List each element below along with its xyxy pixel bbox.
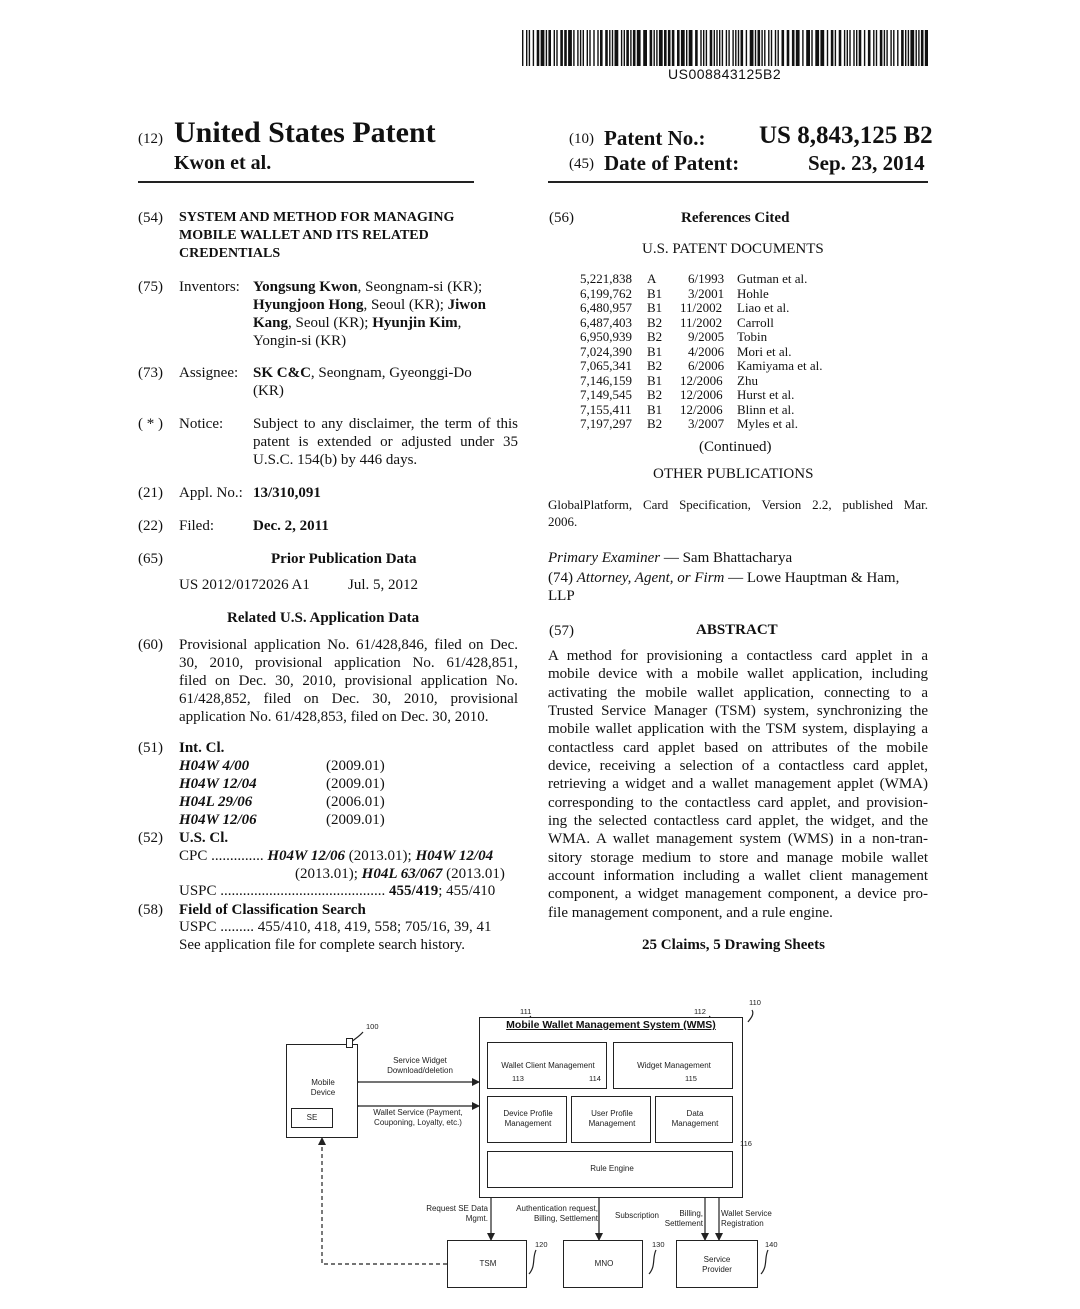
- abstract-line: mobile device with a mobile wallet application, including: [548, 666, 928, 683]
- code-75: (75): [138, 279, 163, 295]
- ref-kind: B2: [647, 314, 663, 330]
- notice-line: Subject to any disclaimer, the term of this: [253, 416, 518, 432]
- device-profile-label: Device Profile Management: [503, 1109, 553, 1128]
- provisional-line: filed on Dec. 30, 2010, provisional application No.: [179, 673, 518, 689]
- ref-kind: B2: [647, 358, 663, 373]
- related-heading: Related U.S. Application Data: [227, 610, 420, 626]
- notice-label: Notice:: [179, 416, 224, 432]
- ref-name: Hohle: [737, 285, 769, 301]
- tsm-se-dashed-link: [322, 1138, 447, 1264]
- provisional-line: application No. 61/428,853, filed on Dec. 30, 2010.: [179, 709, 489, 725]
- field-uspc: USPC ......... 455/410, 418, 419, 558; 705/16, 39, 41: [179, 919, 492, 935]
- cpc-year: (2013.01);: [295, 866, 358, 882]
- ref-date: 9/2005: [688, 329, 725, 344]
- ref-no: 7,155,411: [580, 401, 632, 417]
- wallet-client-label: Wallet Client Management: [501, 1061, 595, 1070]
- abstract-line: ing the selected contactless card applet, the widget, and the: [548, 813, 928, 830]
- inventor-location: Yongin-si (KR): [253, 333, 347, 349]
- filed-label: Filed:: [179, 518, 215, 534]
- wallet-service-reg-label: Wallet Service Registration: [721, 1209, 772, 1228]
- filed-date: Dec. 2, 2011: [253, 518, 329, 534]
- ref-113: 113: [512, 1074, 524, 1083]
- prior-pub-date: Jul. 5, 2012: [348, 577, 419, 593]
- ref-date: 12/2006: [680, 387, 723, 402]
- abstract-heading: ABSTRACT: [696, 622, 778, 638]
- uscl-label: U.S. Cl.: [179, 830, 229, 846]
- ref-kind: B2: [647, 416, 663, 431]
- ref-name: Liao et al.: [737, 300, 790, 315]
- ref-date: 4/2006: [688, 343, 725, 359]
- us-docs-heading: U.S. PATENT DOCUMENTS: [642, 241, 824, 257]
- ref-no: 6,487,403: [580, 314, 632, 330]
- provisional-line: 30, 2010, provisional application No. 61/428,851,: [179, 655, 518, 671]
- abstract-line: contactless card applet based on attributes of the mobile: [548, 739, 928, 756]
- intcl-code: H04W 12/04: [179, 776, 257, 792]
- ref-130: 130: [652, 1240, 665, 1249]
- ref-date: 12/2006: [680, 401, 723, 417]
- title-line: CREDENTIALS: [179, 246, 281, 261]
- ref-kind: B1: [647, 401, 663, 417]
- assignee-name: SK C&C: [253, 365, 311, 381]
- title-line: MOBILE WALLET AND ITS RELATED: [179, 228, 429, 243]
- notice-line: U.S.C. 154(b) by 446 days.: [253, 452, 418, 468]
- service-widget-label: Service Widget Download/deletion: [387, 1056, 453, 1075]
- code-58: (58): [138, 902, 163, 918]
- ref-no: 7,024,390: [580, 343, 632, 359]
- ref-date: 6/1993: [688, 271, 725, 286]
- subscription-label: Subscription: [614, 1211, 660, 1220]
- cpc-code: H04W 12/06: [267, 848, 346, 864]
- user-profile-label: User Profile Management: [588, 1109, 636, 1128]
- cpc-year: (2013.01): [442, 866, 505, 882]
- ref-date: 11/2002: [680, 314, 723, 330]
- mobile-device-label: Mobile Device: [310, 1078, 336, 1097]
- ref-no: 7,149,545: [580, 387, 632, 402]
- other-pub-line: GlobalPlatform, Card Specification, Version 2.2, published Mar.: [548, 497, 928, 512]
- provisional-line: Provisional application No. 61/428,846, filed on Dec.: [179, 637, 518, 653]
- authors: Kwon et al.: [174, 152, 272, 174]
- inventor-separator: ,: [457, 315, 462, 331]
- notice-line: patent is extended or adjusted under 35: [253, 434, 518, 450]
- code-10: (10): [569, 131, 594, 147]
- assignee-location: (KR): [253, 383, 284, 399]
- uspc-code: ; 455/410: [438, 883, 496, 899]
- attorney-label: Attorney, Agent, or Firm: [576, 570, 725, 586]
- ref-name: Gutman et al.: [737, 271, 808, 286]
- ref-no: 7,197,297: [580, 416, 632, 431]
- code-51: (51): [138, 740, 163, 756]
- intcl-code: H04W 4/00: [179, 758, 250, 774]
- date-label: Date of Patent:: [604, 151, 740, 175]
- refs-heading: References Cited: [681, 210, 790, 226]
- intcl-year: (2006.01): [326, 794, 385, 810]
- document-title: United States Patent: [174, 116, 436, 149]
- leader-110: [748, 1010, 753, 1022]
- ref-120: 120: [535, 1240, 548, 1249]
- ref-name: Mori et al.: [737, 343, 792, 359]
- code-74: (74): [548, 570, 573, 586]
- abstract-line: corresponding to the contactless card applet, and provision-: [548, 794, 928, 811]
- billing-settlement-label: Billing, Settlement: [664, 1209, 703, 1228]
- ref-100: 100: [366, 1022, 379, 1031]
- refs-continued: (Continued): [699, 439, 772, 455]
- code-12: (12): [138, 131, 163, 147]
- cpc-label: CPC ..............: [179, 848, 264, 864]
- ref-name: Myles et al.: [737, 416, 799, 431]
- uspc-code: 455/419: [389, 883, 439, 899]
- tsm-label: TSM: [479, 1259, 497, 1268]
- provisional-line: 61/428,852, filed on Dec. 30, 2010, provisional: [179, 691, 518, 707]
- ref-116: 116: [740, 1139, 752, 1148]
- assignee-location: , Seongnam, Gyeonggi-Do: [310, 365, 472, 381]
- ref-kind: B1: [647, 285, 663, 301]
- abstract-line: component, a widget management component, a device pro-: [548, 886, 928, 903]
- title-line: SYSTEM AND METHOD FOR MANAGING: [179, 210, 455, 225]
- ref-name: Hurst et al.: [737, 387, 795, 402]
- ref-name: Tobin: [737, 329, 768, 344]
- code-notice: ( * ): [138, 416, 163, 432]
- claims-summary: 25 Claims, 5 Drawing Sheets: [642, 937, 825, 953]
- ref-name: Zhu: [737, 372, 758, 388]
- appl-no: 13/310,091: [253, 485, 321, 501]
- code-52: (52): [138, 830, 163, 846]
- code-45: (45): [569, 156, 594, 172]
- ref-no: 6,480,957: [580, 300, 632, 315]
- abstract-line: retrieving a widget and a wallet management applet (WMA): [548, 776, 928, 793]
- abstract-line: account information including a wallet client management: [548, 868, 928, 885]
- ref-114: 114: [589, 1074, 601, 1083]
- cpc-code: H04L 63/067: [361, 866, 443, 882]
- other-pub-line: 2006.: [548, 514, 578, 529]
- ref-111: 111: [520, 1007, 532, 1016]
- ref-kind: B1: [647, 300, 663, 315]
- inventor-name: Hyunjin Kim: [372, 315, 458, 331]
- wallet-service-label: Wallet Service (Payment, Couponing, Loyalty, etc.): [373, 1108, 463, 1127]
- widget-mgmt-label: Widget Management: [637, 1061, 711, 1070]
- inventors-label: Inventors:: [179, 279, 240, 295]
- ref-date: 12/2006: [680, 372, 723, 388]
- other-pubs-heading: OTHER PUBLICATIONS: [653, 466, 814, 482]
- code-54: (54): [138, 210, 163, 226]
- ref-name: Carroll: [737, 314, 774, 330]
- field-note: See application file for complete search history.: [179, 937, 466, 953]
- leader-120: [529, 1250, 536, 1274]
- attorney-name: LLP: [548, 588, 575, 604]
- ref-kind: B1: [647, 372, 663, 388]
- ref-date: 11/2002: [680, 300, 723, 315]
- mno-label: MNO: [594, 1259, 614, 1268]
- ref-115: 115: [685, 1074, 697, 1083]
- intcl-code: H04L 29/06: [179, 794, 253, 810]
- abstract-line: file management component, and a rule engine.: [548, 904, 833, 921]
- se-label: SE: [306, 1113, 318, 1122]
- ref-110: 110: [749, 998, 761, 1007]
- ref-no: 7,065,341: [580, 358, 632, 373]
- ref-no: 6,199,762: [580, 285, 632, 301]
- ref-kind: B1: [647, 343, 663, 359]
- barcode-number: US008843125B2: [668, 66, 782, 82]
- service-provider-label: Service Provider: [702, 1255, 732, 1274]
- field-label: Field of Classification Search: [179, 902, 366, 918]
- code-22: (22): [138, 518, 163, 534]
- intcl-year: (2009.01): [326, 758, 385, 774]
- patent-date: Sep. 23, 2014: [808, 151, 925, 175]
- intcl-year: (2009.01): [326, 812, 385, 828]
- cpc-code: H04W 12/04: [415, 848, 494, 864]
- code-60: (60): [138, 637, 163, 653]
- inventor-name: Jiwon: [447, 297, 486, 313]
- code-56: (56): [549, 210, 574, 226]
- patent-no-label: Patent No.:: [604, 126, 706, 150]
- ref-date: 3/2007: [688, 416, 725, 431]
- abstract-line: Trusted Service Manager (TSM) system, synchronizing the: [548, 703, 928, 720]
- inventor-name: Kang: [253, 315, 289, 331]
- leader-140: [761, 1250, 768, 1274]
- abstract-line: WMA. A wallet management system (WMS) in a non-tran-: [548, 831, 928, 848]
- ref-140: 140: [765, 1240, 778, 1249]
- cpc-year: (2013.01);: [345, 848, 412, 864]
- inventor-name: Hyungjoon Hong: [253, 297, 364, 313]
- examiner-name: — Sam Bhattacharya: [660, 550, 793, 566]
- data-mgmt-label: Data Management: [671, 1109, 719, 1128]
- abstract-line: device, receiving a selection of a contactless card applet,: [548, 758, 928, 775]
- ref-date: 6/2006: [688, 358, 725, 373]
- ref-name: Kamiyama et al.: [737, 358, 823, 373]
- ref-date: 3/2001: [688, 285, 725, 301]
- ref-kind: B2: [647, 387, 663, 402]
- ref-no: 5,221,838: [580, 271, 632, 286]
- abstract-line: sitory storage medium to store and manage mobile wallet: [548, 849, 928, 866]
- abstract-line: mobile wallet application with the TSM system, displaying a: [548, 721, 928, 738]
- inventor-name: Yongsung Kwon: [253, 279, 358, 295]
- examiner-label: Primary Examiner: [548, 550, 661, 566]
- intcl-year: (2009.01): [326, 776, 385, 792]
- attorney-name: — Lowe Hauptman & Ham,: [724, 570, 900, 586]
- auth-request-label: Authentication request, Billing, Settlement: [516, 1204, 598, 1223]
- abstract-line: activating the mobile wallet application, connecting to a: [548, 684, 928, 701]
- code-65: (65): [138, 551, 163, 567]
- request-se-label: Request SE Data Mgmt.: [426, 1204, 488, 1223]
- ref-112: 112: [694, 1007, 706, 1016]
- uspc-label: USPC ............................................: [179, 883, 386, 899]
- leader-130: [649, 1250, 656, 1274]
- inventor-location: , Seoul (KR);: [288, 315, 369, 331]
- wms-title: Mobile Wallet Management System (WMS): [506, 1019, 716, 1031]
- inventor-location: , Seoul (KR);: [363, 297, 444, 313]
- intcl-code: H04W 12/06: [179, 812, 257, 828]
- prior-pub-no: US 2012/0172026 A1: [179, 577, 310, 593]
- appl-label: Appl. No.:: [179, 485, 243, 501]
- ref-kind: B2: [647, 329, 663, 344]
- ref-kind: A: [647, 271, 657, 286]
- code-21: (21): [138, 485, 163, 501]
- inventor-location: , Seongnam-si (KR);: [357, 279, 483, 295]
- patent-no: US 8,843,125 B2: [759, 122, 933, 149]
- ref-name: Blinn et al.: [737, 401, 795, 417]
- ref-no: 7,146,159: [580, 372, 632, 388]
- code-57: (57): [549, 623, 574, 639]
- assignee-label: Assignee:: [179, 365, 239, 381]
- prior-pub-heading: Prior Publication Data: [271, 551, 417, 567]
- abstract-line: A method for provisioning a contactless card applet in a: [548, 648, 928, 664]
- code-73: (73): [138, 365, 163, 381]
- antenna: [346, 1038, 353, 1048]
- intcl-label: Int. Cl.: [179, 740, 225, 756]
- rule-engine-label: Rule Engine: [590, 1164, 634, 1173]
- ref-no: 6,950,939: [580, 329, 632, 344]
